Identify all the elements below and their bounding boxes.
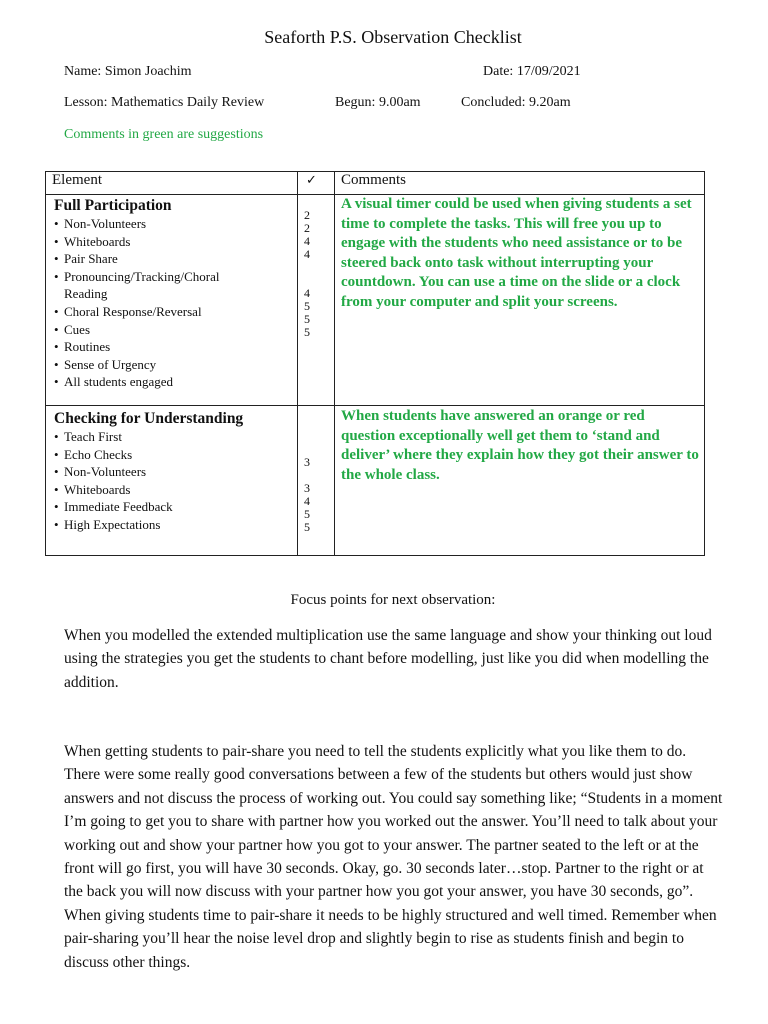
list-item: • High Expectations [54, 516, 297, 534]
score-value: 5 [304, 325, 310, 339]
element-cell [46, 406, 298, 556]
element-list [54, 428, 297, 534]
lesson-field: Lesson: Mathematics Daily Review [64, 95, 265, 110]
section-heading: Checking for Understanding [54, 410, 244, 427]
score-cell [298, 195, 335, 406]
focus-paragraph: When you modelled the extended multiplication use the same language and show your thinking out loud using the strategies you get the students to chant before modelling, just like you did when modelling the addition. [64, 627, 712, 691]
date-field: Date: 17/09/2021 [483, 64, 581, 79]
list-item: • Echo Checks [54, 446, 297, 464]
header-check [298, 172, 335, 195]
score-value: 5 [304, 299, 310, 313]
score-value: 4 [304, 234, 310, 248]
list-item: • Cues [54, 321, 297, 339]
score-value: 5 [304, 507, 310, 521]
list-item: • Whiteboards [54, 481, 297, 499]
list-item: • Sense of Urgency [54, 356, 297, 374]
score-list [298, 195, 334, 339]
name-field: Name: Simon Joachim [64, 64, 192, 79]
section-heading: Full Participation [54, 197, 172, 214]
focus-paragraph: When getting students to pair-share you need to tell the students explicitly what you like them to do. There were some really good conversations between a few of the students but others would just show answers and not discuss the process of working out. You could say something like; “Students in a moment I’m going to get you to share with partner how you worked out the answer. You’ll need to talk about your working out and show your partner how you got to your answer. The partner seated to the left or at the front will go first, you will have 30 seconds. Okay, go. 30 seconds later…stop. Partner to the right or at the back you will now discuss with your partner how you got your answer, you have 30 seconds, go”. When giving students time to pair-share it needs to be highly structured and well timed. Remember when pair-sharing you’ll hear the noise level drop and slightly begin to rise as students finish and begin to discuss other things. [64, 743, 723, 971]
checkmark-icon: ✓ [306, 172, 317, 187]
table-header-row [46, 172, 705, 195]
begun-field: Begun: 9.00am [335, 95, 421, 110]
list-item: • Routines [54, 338, 297, 356]
table-row-checking-understanding [46, 406, 705, 556]
score-value: 5 [304, 520, 310, 534]
comment-cell [335, 195, 705, 406]
header-element: Element [46, 172, 298, 195]
score-value: 5 [304, 312, 310, 326]
list-item: • Non-Volunteers [54, 463, 297, 481]
list-item: • Pair Share [54, 250, 297, 268]
score-cell [298, 406, 335, 556]
score-value: 4 [304, 494, 310, 508]
suggestion-comment: A visual timer could be used when giving students a set time to complete the tasks. This will free you up to engage with the students who need assistance or to be steered back onto task without interrupting your countdown. You can use a time on the slide or a clock from your computer and split your screens. [341, 196, 692, 310]
list-item: • Pronouncing/Tracking/Choral Reading [54, 268, 254, 303]
list-item: • Non-Volunteers [54, 215, 297, 233]
score-value: 3 [304, 481, 310, 495]
score-value: 2 [304, 208, 310, 222]
element-list [54, 215, 297, 391]
concluded-field: Concluded: 9.20am [461, 95, 571, 110]
list-item: • Choral Response/Reversal [54, 303, 297, 321]
list-item: • Teach First [54, 428, 297, 446]
score-value: 4 [304, 286, 310, 300]
observation-table [45, 171, 705, 556]
score-value: 4 [304, 247, 310, 261]
header-comments: Comments [335, 172, 705, 195]
element-cell [46, 195, 298, 406]
list-item: • Immediate Feedback [54, 498, 297, 516]
comment-cell [335, 406, 705, 556]
green-note: Comments in green are suggestions [64, 127, 264, 142]
document-title: Seaforth P.S. Observation Checklist [264, 27, 522, 47]
score-value: 2 [304, 221, 310, 235]
score-list [298, 406, 334, 534]
list-item: • Whiteboards [54, 233, 297, 251]
focus-points-heading: Focus points for next observation: [290, 592, 496, 608]
suggestion-comment: When students have answered an orange or red question exceptionally well get them to ‘stand and deliver’ where they explain how they got their answer to the whole class. [341, 408, 699, 483]
list-item: • All students engaged [54, 373, 297, 391]
score-value: 3 [304, 455, 310, 469]
table-row-full-participation [46, 195, 705, 406]
